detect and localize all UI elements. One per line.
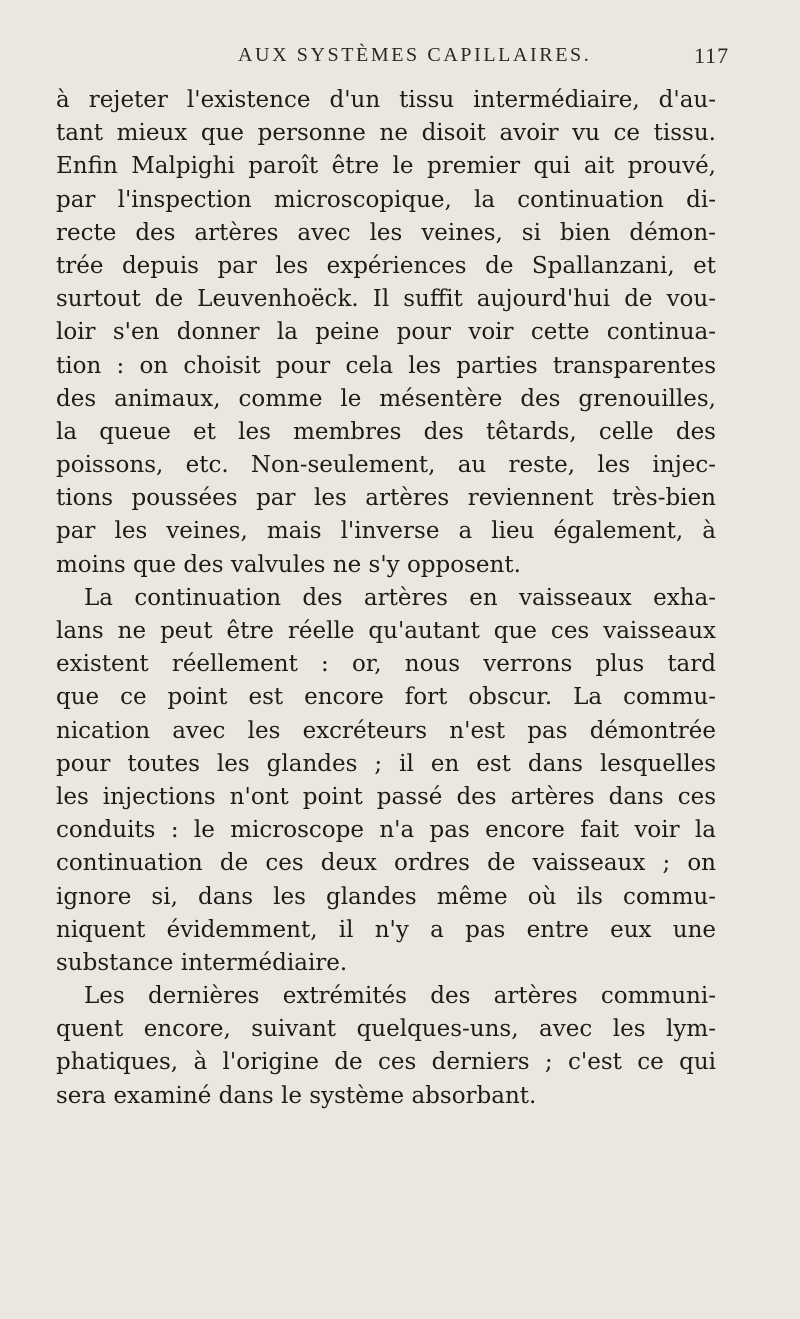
text-line: existent réellement : or, nous verrons plus tard xyxy=(56,651,716,678)
text-line: quent encore, suivant quelques-uns, avec les lym- xyxy=(56,1016,716,1043)
running-title: AUX SYSTÈMES CAPILLAIRES. xyxy=(238,44,592,66)
text-line: à rejeter l'existence d'un tissu intermédiaire, d'au- xyxy=(56,87,716,113)
page-number: 117 xyxy=(694,43,730,68)
text-line: poissons, etc. Non-seulement, au reste, les injec- xyxy=(56,452,716,479)
text-line: la queue et les membres des têtards, celle des xyxy=(56,418,716,445)
text-line: par l'inspection microscopique, la continuation di- xyxy=(56,186,716,213)
text-line: surtout de Leuvenhoëck. Il suffit aujourd'hui de vou- xyxy=(56,286,716,313)
text-line: continuation de ces deux ordres de vaisseaux ; on xyxy=(56,850,716,877)
text-line: les injections n'ont point passé des artères dans ces xyxy=(56,783,716,810)
text-line: par les veines, mais l'inverse a lieu également, à xyxy=(56,518,716,545)
text-line: La continuation des artères en vaisseaux exha- xyxy=(84,584,716,611)
text-line: tion : on choisit pour cela les parties transparentes xyxy=(56,352,716,379)
body-text xyxy=(56,84,716,1113)
text-line: lans ne peut être réelle qu'autant que ces vaisseaux xyxy=(56,618,716,644)
text-line: Les dernières extrémités des artères communi- xyxy=(84,983,716,1010)
text-line: nication avec les excréteurs n'est pas démontrée xyxy=(56,717,716,744)
text-line: moins que des valvules ne s'y opposent. xyxy=(56,551,521,578)
text-line: ignore si, dans les glandes même où ils commu- xyxy=(56,883,716,910)
text-line: recte des artères avec les veines, si bien démon- xyxy=(56,219,716,246)
text-line: pour toutes les glandes ; il en est dans lesquelles xyxy=(56,750,716,777)
text-line: trée depuis par les expériences de Spallanzani, et xyxy=(56,252,716,279)
text-line: tant mieux que personne ne disoit avoir vu ce tissu. xyxy=(56,120,716,147)
text-line: que ce point est encore fort obscur. La commu- xyxy=(56,684,716,711)
text-line: loir s'en donner la peine pour voir cette continua- xyxy=(56,319,716,346)
text-line: sera examiné dans le système absorbant. xyxy=(56,1082,537,1109)
text-line: niquent évidemment, il n'y a pas entre eux une xyxy=(56,916,716,943)
text-line: phatiques, à l'origine de ces derniers ; c'est ce qui xyxy=(56,1049,716,1076)
text-line: Enfin Malpighi paroît être le premier qui ait prouvé, xyxy=(56,153,716,180)
page-header xyxy=(0,44,800,74)
text-line: des animaux, comme le mésentère des grenouilles, xyxy=(56,385,716,412)
text-line: conduits : le microscope n'a pas encore fait voir la xyxy=(56,817,716,844)
text-line: tions poussées par les artères reviennent très-bien xyxy=(56,485,716,512)
text-line: substance intermédiaire. xyxy=(56,949,348,976)
